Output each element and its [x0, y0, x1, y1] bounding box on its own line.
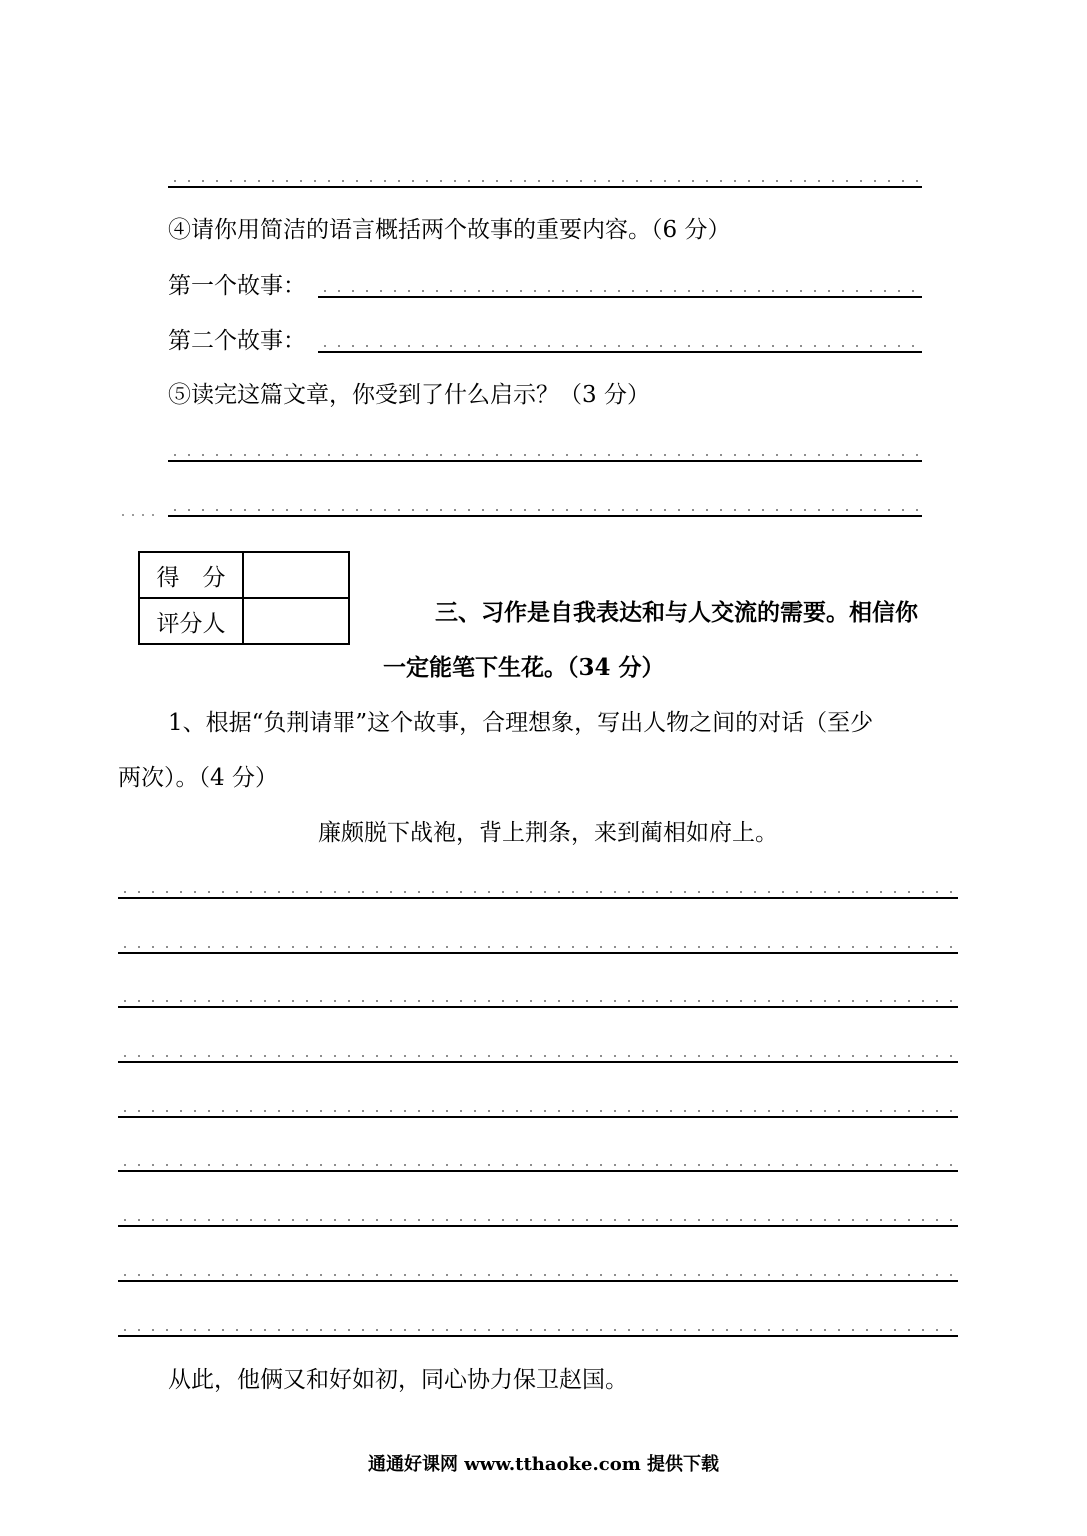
score-value-cell[interactable] — [243, 552, 349, 598]
writing-line[interactable] — [118, 1116, 958, 1118]
section-3-title-line-2: 一定能笔下生花。（34 分） — [383, 654, 665, 681]
grader-label: 评分人 — [139, 598, 243, 644]
writing-line[interactable] — [118, 952, 958, 954]
writing-line[interactable] — [118, 1225, 958, 1227]
task-1-line-2: 两次）。（4 分） — [118, 765, 278, 791]
score-label: 得 分 — [139, 552, 243, 598]
question-5-prompt: ⑤读完这篇文章，你受到了什么启示？（3 分） — [168, 382, 650, 408]
grader-value-cell[interactable] — [243, 598, 349, 644]
answer-line[interactable] — [168, 515, 922, 517]
task-1-line-1: 1、根据“负荆请罪”这个故事，合理想象，写出人物之间的对话（至少 — [168, 710, 874, 736]
writing-line[interactable] — [118, 1006, 958, 1008]
story-2-answer-line[interactable] — [318, 351, 922, 353]
score-box — [138, 551, 350, 645]
writing-line[interactable] — [118, 1335, 958, 1337]
dotted-mark — [118, 514, 158, 516]
footer-source: 通通好课网 www.tthaoke.com 提供下载 — [367, 1454, 720, 1475]
answer-line[interactable] — [168, 460, 922, 462]
story-1-label: 第一个故事： — [168, 273, 306, 299]
story-1-answer-line[interactable] — [318, 296, 922, 298]
section-3-title-line-1: 三、习作是自我表达和与人交流的需要。相信你 — [435, 599, 918, 626]
answer-line[interactable] — [168, 186, 922, 188]
writing-line[interactable] — [118, 1170, 958, 1172]
question-4-prompt: ④请你用简洁的语言概括两个故事的重要内容。（6 分） — [168, 217, 731, 243]
story-closing-sentence: 从此，他俩又和好如初，同心协力保卫赵国。 — [168, 1367, 628, 1393]
writing-line[interactable] — [118, 897, 958, 899]
story-opening-sentence: 廉颇脱下战袍，背上荆条，来到蔺相如府上。 — [318, 820, 778, 846]
story-2-label: 第二个故事： — [168, 328, 306, 354]
writing-line[interactable] — [118, 1061, 958, 1063]
writing-line[interactable] — [118, 1280, 958, 1282]
